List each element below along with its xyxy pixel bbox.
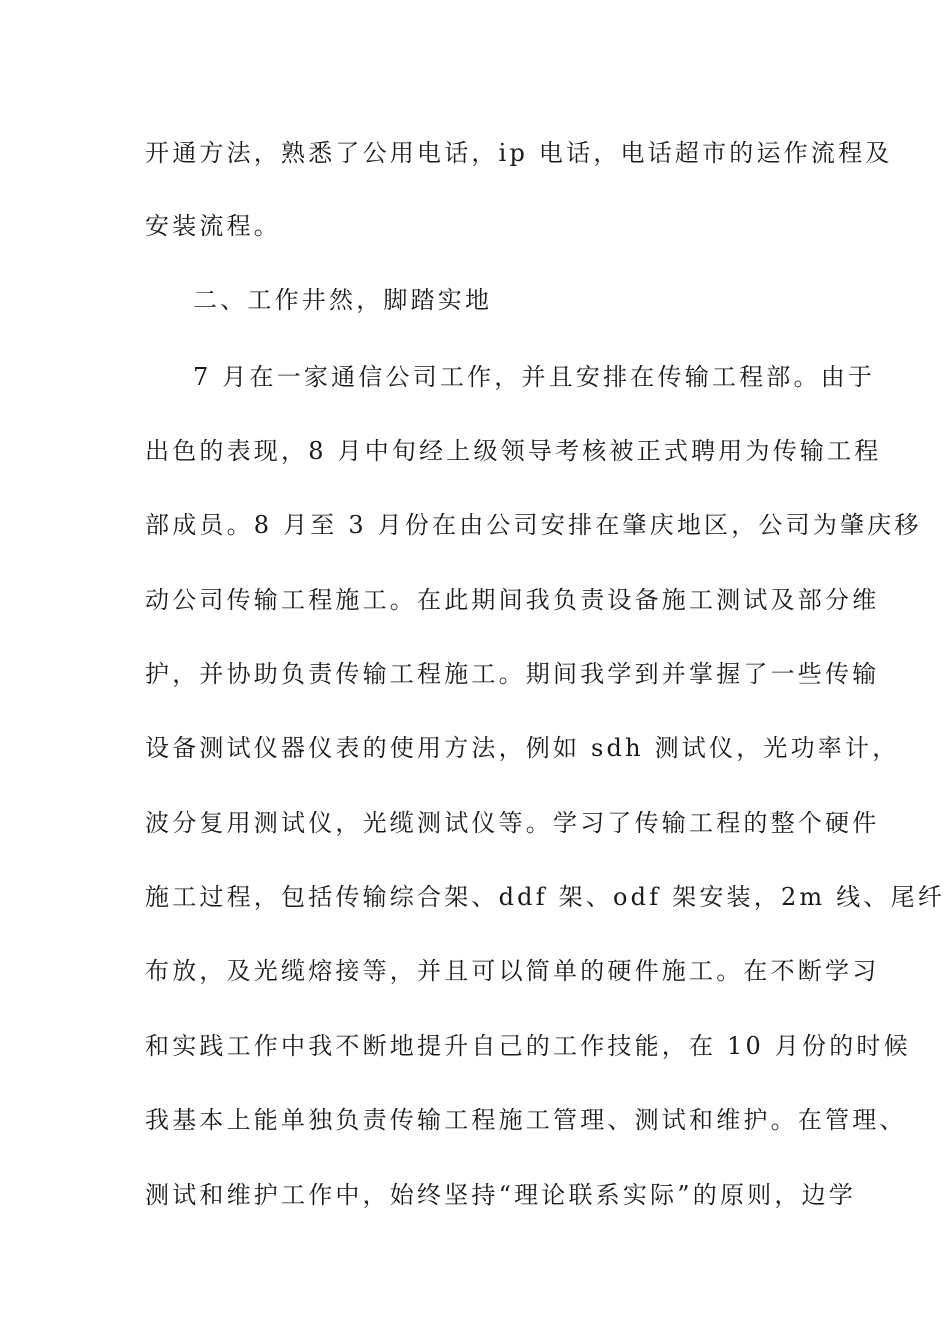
paragraph-line: 波分复用测试仪，光缆测试仪等。学习了传输工程的整个硬件	[145, 809, 880, 837]
section-heading: 二、工作井然，脚踏实地	[193, 286, 493, 314]
paragraph-line: 施工过程，包括传输综合架、ddf 架、odf 架安装，2m 线、尾纤	[145, 883, 946, 911]
paragraph-line: 护，并协助负责传输工程施工。期间我学到并掌握了一些传输	[145, 660, 880, 688]
paragraph-line: 7 月在一家通信公司工作，并且安排在传输工程部。由于	[193, 363, 876, 391]
paragraph-line: 布放，及光缆熔接等，并且可以简单的硬件施工。在不断学习	[145, 957, 880, 985]
paragraph-line: 和实践工作中我不断地提升自己的工作技能，在 10 月份的时候	[145, 1032, 911, 1060]
paragraph-line: 开通方法，熟悉了公用电话，ip 电话，电话超市的运作流程及	[145, 139, 893, 167]
paragraph-line: 动公司传输工程施工。在此期间我负责设备施工测试及部分维	[145, 586, 880, 614]
paragraph-line: 测试和维护工作中，始终坚持“理论联系实际”的原则，边学	[145, 1181, 856, 1209]
paragraph-line: 出色的表现，8 月中旬经上级领导考核被正式聘用为传输工程	[145, 437, 882, 465]
paragraph-line: 设备测试仪器仪表的使用方法，例如 sdh 测试仪，光功率计，	[145, 734, 900, 762]
paragraph-line: 我基本上能单独负责传输工程施工管理、测试和维护。在管理、	[145, 1106, 907, 1134]
paragraph-line: 安装流程。	[145, 212, 281, 240]
paragraph-line: 部成员。8 月至 3 月份在由公司安排在肇庆地区，公司为肇庆移	[145, 511, 922, 539]
